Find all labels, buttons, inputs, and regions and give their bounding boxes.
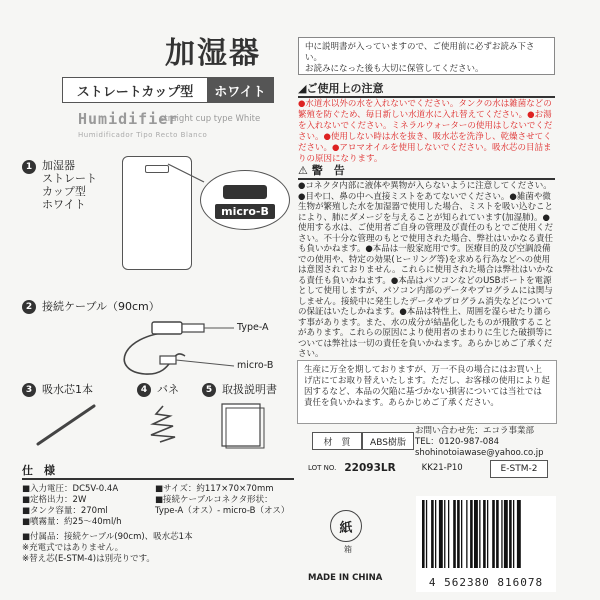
item3-label: 吸水芯1本 xyxy=(42,383,93,396)
item4-label: バネ xyxy=(157,383,179,396)
material-value: ABS樹脂 xyxy=(362,432,414,450)
lot-value: 22093LR xyxy=(344,462,396,474)
spec-note-2: ※替え芯(E-STM-4)は別売りです。 xyxy=(22,554,155,564)
barcode-bars-icon xyxy=(416,496,556,572)
lot-code: KK21-P10 xyxy=(421,463,463,473)
barcode-number: 4 562380 816078 xyxy=(428,576,544,589)
item-number-3: 3 xyxy=(22,383,36,397)
caution-text xyxy=(298,99,555,165)
caution-divider xyxy=(298,96,555,98)
product-title: 加湿器 xyxy=(165,36,261,71)
notice-box xyxy=(298,37,555,75)
contact-label: お問い合わせ先：エコラ事業部 xyxy=(415,426,535,436)
notice-line-1: 中に説明書が入っていますので、ご使用前に必ずお読み下さい。 xyxy=(305,42,535,63)
spec-connector: ■接続ケーブルコネクタ形状： xyxy=(155,495,273,505)
warning-heading-text: 警 告 xyxy=(311,164,345,177)
recycle-glyph: 紙 xyxy=(339,520,353,536)
item1-line-4: ホワイト xyxy=(42,198,86,211)
item2-label: 接続ケーブル（90cm） xyxy=(42,300,160,313)
lot-row xyxy=(308,462,463,474)
item1-line-2: ストレート xyxy=(42,172,97,185)
wick-illustration xyxy=(32,400,102,450)
spec-output: ■定格出力：2W xyxy=(22,495,87,505)
warning-text: ●コネクタ内部に液体や異物が入らないように注意してください。●目や口、鼻の中へ直接ミストをあてないでください。●雑菌や微生物が繁殖した水を加湿器で使用した場合、ミストを吸い込むことにより、肺にダメージを与えることが知られています(加湿肺)。●使用する水は、ご使用者ご自身の管理及び責任のもとでご使用ください。不十分な管理のもとで使用された場合、弊社はいかなる責任も負いかねます。●本品は一般家庭用です。医療目的及び空調設備での使用や、特定の効果(ヒーリング等)を求める行為などへの使用は意図されておりません。これらに使用された場合は弊社はいかなる責任も負いかねます。●本品はパソコンなどのUSBポートを電源として使用しますが、パソコン内部のデータやプログラムには関与しません。接続中に発生したデータやプログラム消失などについての保証はいたしかねます。●本品は特性上、周囲を湿らせたり濡らす事があります。また、水の成分が結晶化したものが飛散することがあります。これらの原因により使用者のまわりに生じた破損等については弊社は一切の責任を負いかねます。あらかじめご了承ください。 xyxy=(298,181,554,359)
product-subtitle-box xyxy=(62,77,274,103)
brand-name: Humidifier xyxy=(78,110,179,128)
item-number-2: 2 xyxy=(22,300,36,314)
warning-divider xyxy=(298,178,555,180)
item1-line-1: 加湿器 xyxy=(42,159,75,172)
item1-line-3: カップ型 xyxy=(42,185,86,198)
notice-line-2: お読みになった後も大切に保管してください。 xyxy=(305,64,484,74)
caution-heading xyxy=(298,80,383,96)
caution-item-1: ●水道水以外の水を入れないでください。タンクの水は雑菌などの繁殖を防ぐため、毎日新しい水道水に入れ替えてください。 xyxy=(298,99,552,120)
warranty-box xyxy=(297,360,557,424)
origin-label: MADE IN CHINA xyxy=(308,573,383,583)
spec-size: ■サイズ：約117×70×70mm xyxy=(155,484,274,494)
item-number-4: 4 xyxy=(137,383,151,397)
micro-b-port-icon xyxy=(223,185,267,199)
spec-note-1: ※充電式ではありません。 xyxy=(22,543,124,553)
micro-b-label: micro-B xyxy=(215,204,275,219)
item-number-5: 5 xyxy=(202,383,216,397)
recycle-sub: 箱 xyxy=(344,545,352,554)
barcode xyxy=(416,496,556,592)
spec-right xyxy=(155,484,289,517)
manual-illustration xyxy=(218,400,268,450)
spec-tank: ■タンク容量：270ml xyxy=(22,506,108,516)
brand-subtitle-spanish: Humidificador Tipo Recto Blanco xyxy=(78,131,208,139)
spec-notes xyxy=(22,532,193,565)
warranty-text: 生産に万全を期しておりますが、万一不良の場合にはお買い上げ店にてお取り替えいたします。ただし、お客様の使用により起因するなど、本品の欠陥に基づかない損害については当社では責任を負いかねます。あらかじめご了承ください。 xyxy=(304,365,550,408)
spec-voltage: ■入力電圧：DC5V-0.4A xyxy=(22,484,119,494)
warning-heading xyxy=(298,162,345,178)
spec-mist: ■噴霧量：約25～40ml/h xyxy=(22,517,122,527)
item1-label xyxy=(42,159,97,211)
contact-info xyxy=(415,426,544,459)
model-number: E-STM-2 xyxy=(490,460,548,478)
subtitle-color: ホワイト xyxy=(207,78,273,102)
caution-item-2: ●お湯を入れないでください。ミネラルウォーターの使用はしないでください。 xyxy=(298,110,553,142)
micro-b-cable-label: micro-B xyxy=(237,360,274,371)
paper-recycle-icon xyxy=(330,510,362,542)
caution-item-3: ●使用しない時は水を抜き、吸水芯を洗浄し、乾燥させてください。 xyxy=(298,132,552,153)
spec-left xyxy=(22,484,122,528)
brand-subtitle: straight cup type White xyxy=(160,114,261,124)
spec-divider xyxy=(22,478,294,480)
item-number-1: 1 xyxy=(22,160,36,174)
lot-label: LOT NO. xyxy=(308,464,337,472)
type-a-label: Type-A xyxy=(237,322,269,333)
caution-heading-text: ご使用上の注意 xyxy=(306,82,384,95)
callout-line-icon xyxy=(160,160,210,190)
contact-email: shohinotoiawase@yahoo.co.jp xyxy=(415,448,544,458)
spec-heading: 仕 様 xyxy=(22,464,55,477)
item5-label: 取扱説明書 xyxy=(222,383,277,396)
caution-item-4: ●アロマオイルを使用しないでください。吸水芯の目詰まりの原因になります。 xyxy=(298,143,552,164)
material-label: 材 質 xyxy=(312,432,362,450)
caution-marker-icon: ◢ xyxy=(298,82,307,95)
spec-connector-type: Type-A（オス）- micro-B（オス） xyxy=(155,506,290,516)
warning-triangle-icon: ⚠ xyxy=(298,164,308,177)
spec-accessories: ■付属品：接続ケーブル(90cm)、吸水芯1本 xyxy=(22,532,193,542)
micro-b-callout xyxy=(200,170,290,230)
subtitle-type: ストレートカップ型 xyxy=(76,84,194,100)
contact-tel: TEL：0120-987-084 xyxy=(415,437,500,447)
spring-illustration xyxy=(148,404,178,444)
